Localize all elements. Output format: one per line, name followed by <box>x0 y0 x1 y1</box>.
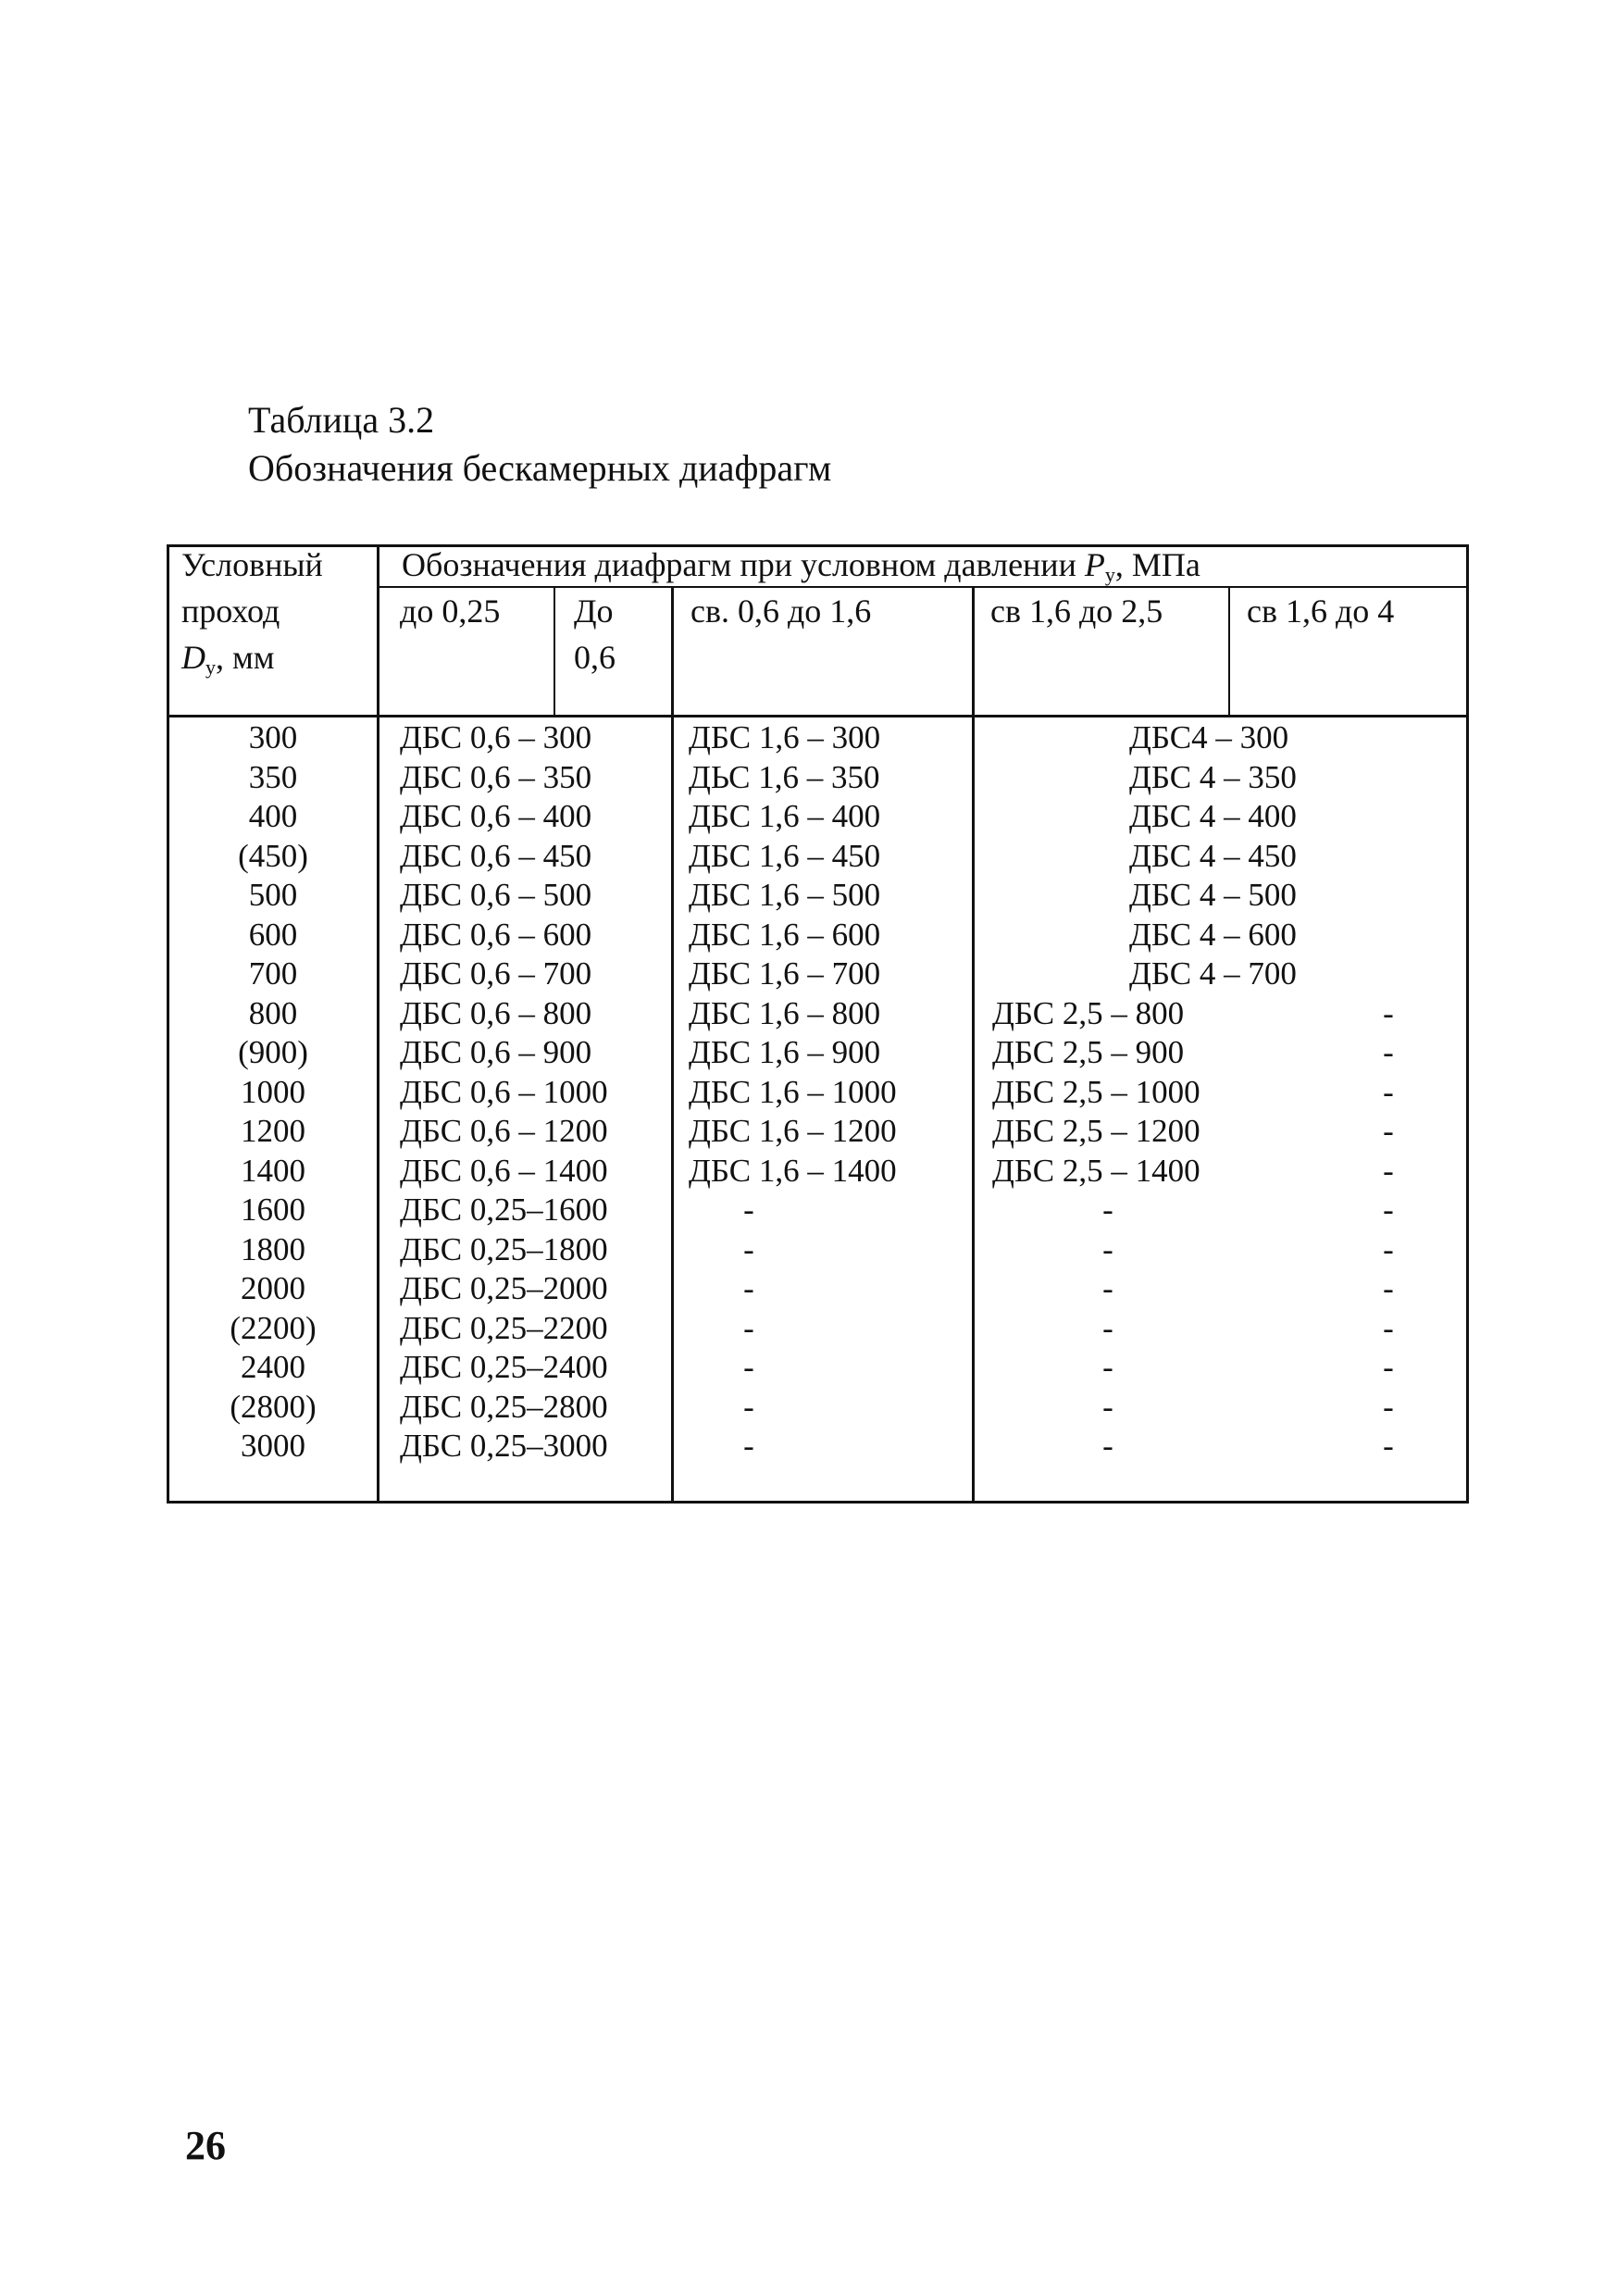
divider-dy <box>377 544 379 1504</box>
cell-16-4-merged: ДБС 4 – 350 <box>1129 758 1297 795</box>
cell-16-4-merged: ДБС 4 – 450 <box>1129 837 1297 874</box>
header-dy-line3 <box>181 634 323 691</box>
header-upto-06-line1: До <box>574 593 614 630</box>
cell-dy: 400 <box>248 798 298 834</box>
header-dy-unit: , мм <box>216 639 275 676</box>
cell-16-4: - <box>1383 1073 1394 1110</box>
cell-16-4: - <box>1383 1192 1394 1228</box>
cell-16-25 <box>992 797 1224 837</box>
cell-dy: (2800) <box>230 1388 317 1425</box>
cell-16-4: - <box>1383 1428 1394 1464</box>
cell-06-16: ДБС 1,6 – 1400 <box>689 1152 897 1189</box>
page-number: 26 <box>185 2123 226 2168</box>
cell-upto-06: ДБС 0,6 – 500 <box>400 877 592 913</box>
cell-06-16: ДБС 1,6 – 500 <box>689 877 881 913</box>
cell-upto-06: ДБС 0,6 – 350 <box>400 758 592 795</box>
cell-06-16: - <box>743 1192 754 1228</box>
cell-upto-06: ДБС 0,25–2200 <box>400 1309 608 1346</box>
cell-06-16: ДБС 1,6 – 300 <box>689 719 881 755</box>
header-dy-line1: Условный <box>181 546 323 583</box>
column-06-16 <box>689 718 966 1466</box>
table-number: Таблица 3.2 <box>248 399 435 441</box>
header-16-4: св 1,6 до 4 <box>1247 593 1395 630</box>
cell-06-16: - <box>743 1230 754 1267</box>
cell-dy: 300 <box>248 719 298 755</box>
cell-06-16: - <box>743 1349 754 1385</box>
table-title: Обозначения бескамерных диафрагм <box>248 447 832 489</box>
cell-16-25 <box>992 876 1224 916</box>
header-dy-sub: y <box>205 655 216 679</box>
header-upto-025: до 0,25 <box>400 593 501 630</box>
cell-06-16: ДБС 1,6 – 900 <box>689 1034 881 1070</box>
cell-16-4 <box>1361 876 1416 916</box>
cell-dy: 1200 <box>241 1113 305 1149</box>
cell-16-4-merged: ДБС 4 – 700 <box>1129 955 1297 992</box>
cell-16-4 <box>1361 837 1416 877</box>
cell-upto-06: ДБС 0,25–2000 <box>400 1270 608 1306</box>
divider-c2-c3 <box>972 586 975 1504</box>
cell-06-16: ДБС 1,6 – 1000 <box>689 1073 897 1110</box>
cell-upto-06: ДБС 0,6 – 400 <box>400 798 592 834</box>
cell-dy: 1400 <box>241 1152 305 1189</box>
cell-16-4: - <box>1383 1349 1394 1385</box>
cell-dy: 2000 <box>241 1270 305 1306</box>
cell-16-4-merged: ДБС 4 – 600 <box>1129 916 1297 953</box>
column-16-25 <box>992 718 1224 1466</box>
cell-16-25: - <box>1102 1349 1113 1385</box>
cell-16-25: - <box>1102 1230 1113 1267</box>
cell-upto-06: ДБС 0,6 – 600 <box>400 916 592 953</box>
cell-16-4: - <box>1383 1388 1394 1425</box>
cell-06-16: - <box>743 1270 754 1306</box>
header-group-sub: y <box>1104 563 1115 586</box>
cell-16-25: ДБС 2,5 – 900 <box>992 1034 1185 1070</box>
cell-16-25: ДБС 2,5 – 1000 <box>992 1073 1200 1110</box>
cell-upto-06: ДБС 0,6 – 450 <box>400 837 592 874</box>
cell-06-16: ДБС 1,6 – 600 <box>689 916 881 953</box>
cell-upto-06: ДБС 0,6 – 1000 <box>400 1073 608 1110</box>
cell-upto-06: ДБС 0,6 – 900 <box>400 1034 592 1070</box>
divider-c1-c2 <box>671 586 674 1504</box>
cell-06-16: ДБС 1,6 – 450 <box>689 837 881 874</box>
cell-16-25: ДБС 2,5 – 800 <box>992 994 1185 1031</box>
cell-06-16: ДЬС 1,6 – 350 <box>689 758 880 795</box>
column-16-4 <box>1361 718 1416 1466</box>
cell-06-16: ДБС 1,6 – 400 <box>689 798 881 834</box>
header-group-suffix: , МПа <box>1114 546 1200 583</box>
cell-dy: 1600 <box>241 1192 305 1228</box>
cell-16-25 <box>992 837 1224 877</box>
cell-dy: 700 <box>248 955 298 992</box>
cell-06-16: ДБС 1,6 – 700 <box>689 955 881 992</box>
cell-dy: (2200) <box>230 1309 317 1346</box>
cell-16-25 <box>992 955 1224 994</box>
header-group-prefix: Обозначения диафрагм при условном давлении <box>402 546 1085 583</box>
cell-16-4: - <box>1383 1270 1394 1306</box>
cell-upto-06: ДБС 0,25–3000 <box>400 1428 608 1464</box>
cell-upto-06: ДБС 0,6 – 700 <box>400 955 592 992</box>
header-16-25: св 1,6 до 2,5 <box>990 593 1163 630</box>
cell-dy: 500 <box>248 877 298 913</box>
cell-upto-06: ДБС 0,25–1600 <box>400 1192 608 1228</box>
cell-dy: (450) <box>238 837 308 874</box>
cell-16-25 <box>992 718 1224 758</box>
cell-16-4: - <box>1383 1034 1394 1070</box>
cell-16-4: - <box>1383 1230 1394 1267</box>
cell-16-4 <box>1361 797 1416 837</box>
cell-upto-06: ДБС 0,25–1800 <box>400 1230 608 1267</box>
cell-upto-06: ДБС 0,6 – 1200 <box>400 1113 608 1149</box>
cell-16-4-merged: ДБС 4 – 400 <box>1129 798 1297 834</box>
cell-upto-06: ДБС 0,6 – 1400 <box>400 1152 608 1189</box>
cell-16-4: - <box>1383 994 1394 1031</box>
cell-16-25 <box>992 758 1224 798</box>
cell-16-4 <box>1361 955 1416 994</box>
cell-16-25: ДБС 2,5 – 1200 <box>992 1113 1200 1149</box>
cell-dy: 800 <box>248 994 298 1031</box>
cell-upto-06: ДБС 0,25–2800 <box>400 1388 608 1425</box>
header-upto-06 <box>574 588 616 680</box>
header-06-16: св. 0,6 до 1,6 <box>690 593 872 630</box>
cell-16-25: - <box>1102 1388 1113 1425</box>
header-upto-06-line2: 0,6 <box>574 639 616 676</box>
cell-16-25: - <box>1102 1192 1113 1228</box>
cell-dy: 350 <box>248 758 298 795</box>
cell-16-4 <box>1361 718 1416 758</box>
divider-upto06 <box>554 586 555 716</box>
cell-dy: 2400 <box>241 1349 305 1385</box>
cell-16-4-merged: ДБС4 – 300 <box>1129 719 1289 755</box>
cell-dy: 600 <box>248 916 298 953</box>
cell-16-4-merged: ДБС 4 – 500 <box>1129 877 1297 913</box>
header-dy-line2: проход <box>181 593 280 630</box>
cell-06-16: - <box>743 1309 754 1346</box>
cell-upto-06: ДБС 0,6 – 300 <box>400 719 592 755</box>
cell-16-4: - <box>1383 1152 1394 1189</box>
divider-c3-c4 <box>1228 586 1230 716</box>
header-dy-symbol: D <box>181 639 205 676</box>
cell-16-25: ДБС 2,5 – 1400 <box>992 1152 1200 1189</box>
cell-16-4 <box>1361 916 1416 955</box>
header-group-symbol: P <box>1084 546 1105 583</box>
cell-upto-06: ДБС 0,25–2400 <box>400 1349 608 1385</box>
column-upto-06 <box>400 718 668 1466</box>
cell-dy: (900) <box>238 1034 308 1070</box>
cell-16-25: - <box>1102 1309 1113 1346</box>
divider-header-body <box>167 715 1469 718</box>
cell-16-4: - <box>1383 1309 1394 1346</box>
cell-16-25: - <box>1102 1270 1113 1306</box>
cell-06-16: ДБС 1,6 – 800 <box>689 994 881 1031</box>
cell-06-16: ДБС 1,6 – 1200 <box>689 1113 897 1149</box>
cell-dy: 3000 <box>241 1428 305 1464</box>
cell-16-4: - <box>1383 1113 1394 1149</box>
cell-06-16: - <box>743 1428 754 1464</box>
cell-16-4 <box>1361 758 1416 798</box>
cell-dy: 1800 <box>241 1230 305 1267</box>
column-dy <box>176 718 370 1466</box>
cell-16-25 <box>992 916 1224 955</box>
cell-16-25: - <box>1102 1428 1113 1464</box>
cell-upto-06: ДБС 0,6 – 800 <box>400 994 592 1031</box>
cell-06-16: - <box>743 1388 754 1425</box>
header-dy <box>181 542 323 691</box>
cell-dy: 1000 <box>241 1073 305 1110</box>
